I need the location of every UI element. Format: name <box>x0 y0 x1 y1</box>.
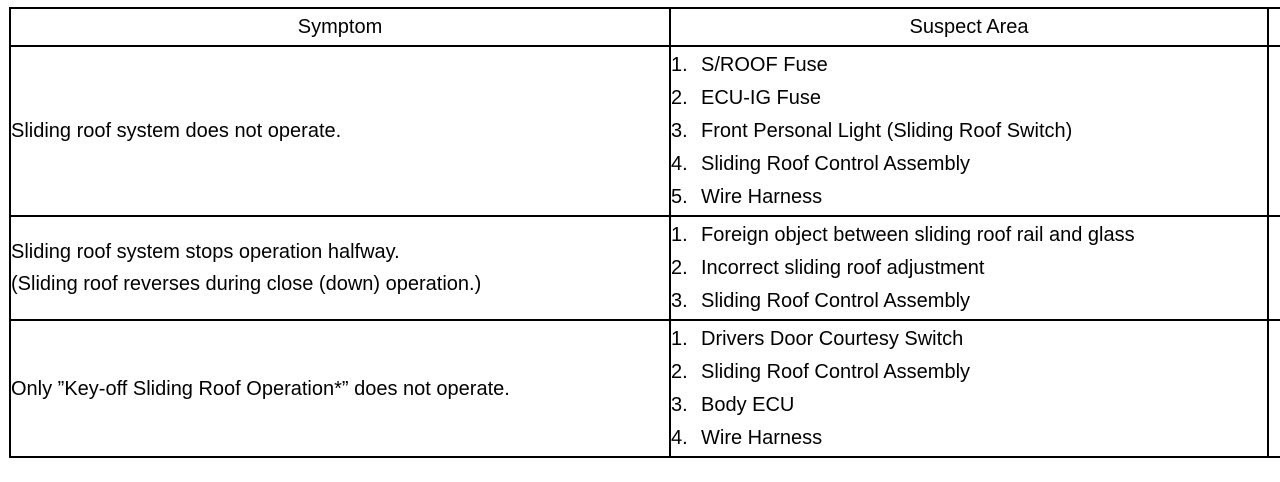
item-text: Sliding Roof Control Assembly <box>701 152 971 175</box>
item-text: Sliding Roof Control Assembly <box>701 360 971 383</box>
item-number: 3. <box>671 119 688 142</box>
symptom-cell <box>10 216 670 320</box>
suspect-list <box>671 49 1267 214</box>
list-item <box>671 219 1267 252</box>
item-text: Body ECU <box>701 393 795 416</box>
header-suspect-area: Suspect Area <box>670 8 1268 46</box>
item-text: Incorrect sliding roof adjustment <box>701 256 985 279</box>
table-row <box>10 320 1280 457</box>
symptom-cell <box>10 46 670 216</box>
item-number: 2. <box>671 360 688 383</box>
symptom-table <box>9 7 1280 458</box>
list-item <box>671 356 1267 389</box>
list-item <box>671 252 1267 285</box>
item-number: 3. <box>671 393 688 416</box>
symptom-text: Sliding roof system does not operate. <box>11 120 342 142</box>
item-text: Drivers Door Courtesy Switch <box>701 327 964 350</box>
table-header-row <box>10 8 1280 46</box>
suspect-area-cell <box>670 46 1268 216</box>
extra-cell <box>1268 320 1280 457</box>
item-number: 4. <box>671 426 688 449</box>
list-item <box>671 181 1267 214</box>
item-text: Front Personal Light (Sliding Roof Switch) <box>701 119 1073 142</box>
extra-cell <box>1268 46 1280 216</box>
list-item <box>671 49 1267 82</box>
item-text: Wire Harness <box>701 426 823 449</box>
item-number: 2. <box>671 86 688 109</box>
table-row <box>10 46 1280 216</box>
list-item <box>671 422 1267 455</box>
symptom-text: (Sliding roof reverses during close (down) operation.) <box>11 273 482 295</box>
list-item <box>671 285 1267 318</box>
item-number: 5. <box>671 185 688 208</box>
item-text: Wire Harness <box>701 185 823 208</box>
table-row <box>10 216 1280 320</box>
symptom-text: Sliding roof system stops operation halfway. <box>11 241 400 263</box>
item-number: 1. <box>671 53 688 76</box>
item-text: ECU-IG Fuse <box>701 86 822 109</box>
suspect-list <box>671 219 1267 318</box>
symptom-text: Only ”Key-off Sliding Roof Operation*” does not operate. <box>11 377 510 400</box>
header-extra <box>1268 8 1280 46</box>
suspect-area-cell <box>670 216 1268 320</box>
suspect-list <box>671 323 1267 455</box>
list-item <box>671 82 1267 115</box>
extra-cell <box>1268 216 1280 320</box>
suspect-area-cell <box>670 320 1268 457</box>
list-item <box>671 148 1267 181</box>
list-item <box>671 323 1267 356</box>
item-number: 1. <box>671 327 688 350</box>
item-text: Foreign object between sliding roof rail and glass <box>701 223 1135 246</box>
item-text: S/ROOF Fuse <box>701 53 828 76</box>
item-number: 3. <box>671 289 688 312</box>
item-number: 4. <box>671 152 688 175</box>
header-symptom: Symptom <box>10 8 670 46</box>
item-text: Sliding Roof Control Assembly <box>701 289 971 312</box>
list-item <box>671 389 1267 422</box>
item-number: 1. <box>671 223 688 246</box>
symptom-cell <box>10 320 670 457</box>
item-number: 2. <box>671 256 688 279</box>
list-item <box>671 115 1267 148</box>
